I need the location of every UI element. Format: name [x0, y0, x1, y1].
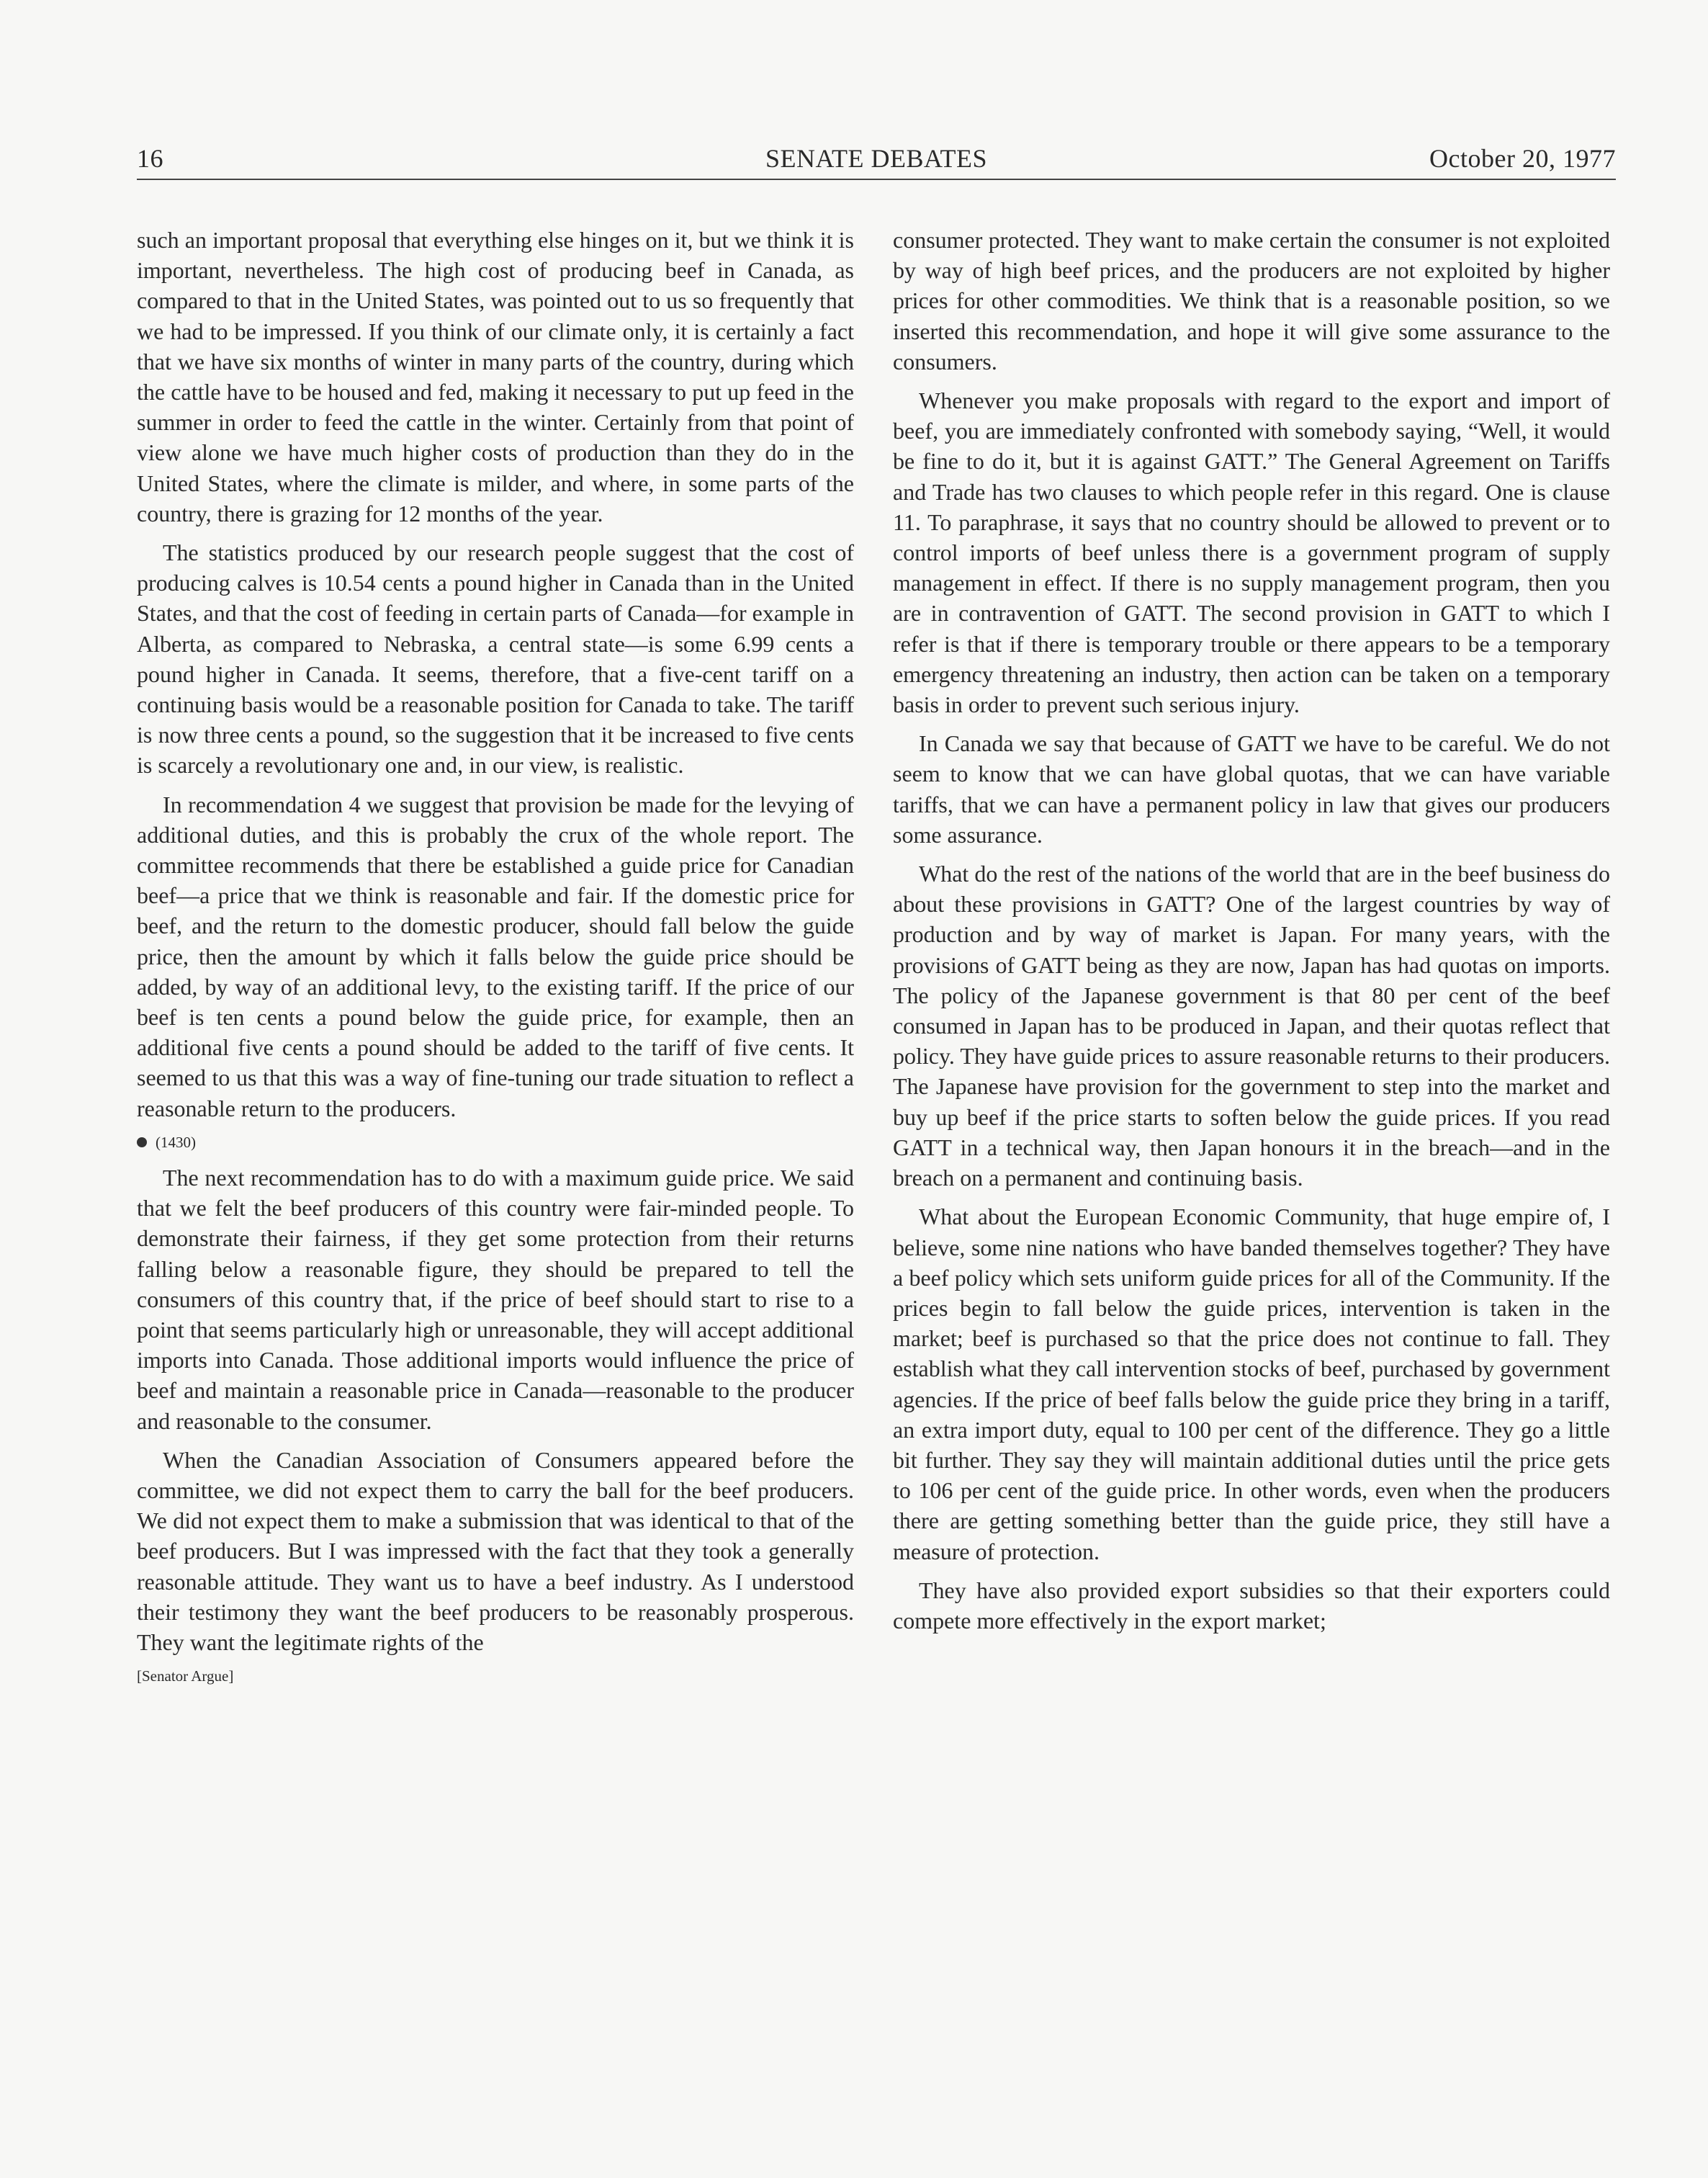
paragraph: Whenever you make proposals with regard to the export and import of beef, you are immediately confronted with somebody saying, “Well, it would be fine to do it, but it is against GATT.” The General Agreement on Tariffs and Trade has two clauses to which people refer in this regard. One is clause 11. To paraphrase, it says that no country should be allowed to prevent or to control imports of beef unless there is a government program of supply management in effect. If there is no supply management program, then you are in contravention of GATT. The second provision in GATT to which I refer is that if there is temporary trouble or there appears to be a temporary emergency threatening an industry, then action can be taken on a temporary basis in order to prevent such serious injury.: [893, 387, 1610, 718]
paragraph: They have also provided export subsidies so that their exporters could compete more effectively in the export market;: [893, 1577, 1610, 1634]
paragraph: The next recommendation has to do with a maximum guide price. We said that we felt the beef producers of this country were fair-minded people. To demonstrate their fairness, if they get some protection from their returns falling below a reasonable figure, they should be prepared to tell the consumers of this country that, if the price of beef should start to rise to a point that seems particularly high or unreasonable, they will accept additional imports into Canada. Those additional imports would influence the price of beef and maintain a reasonable price in Canada—reasonable to the producer and reasonable to the consumer.: [137, 1164, 854, 1434]
paragraph: In recommendation 4 we suggest that provision be made for the levying of additional duties, and this is probably the crux of the whole report. The committee recommends that there be established a guide price for Canadian beef—a price that we think is reasonable and fair. If the domestic price for beef, and the return to the domestic producer, should fall below the guide price, then the amount by which it falls below the guide price should be added, by way of an additional levy, to the existing tariff. If the price of our beef is ten cents a pound below the guide price, for example, then an additional five cents a pound should be added to the tariff of five cents. It seemed to us that this was a way of fine-tuning our trade situation to reflect a reasonable return to the producers.: [137, 791, 854, 1121]
publication-date: October 20, 1977: [1429, 144, 1616, 173]
paragraph: What about the European Economic Community, that huge empire of, I believe, some nine nations who have banded themselves together? They have a beef policy which sets uniform guide prices for all of the Community. If the prices begin to fall below the guide prices, intervention is taken in the market; beef is purchased so that the price does not continue to fall. They establish what they call intervention stocks of beef, purchased by government agencies. If the price of beef falls below the guide price they bring in a tariff, an extra import duty, equal to 100 per cent of the difference. They go a little bit further. They say they will maintain additional duties until the price gets to 106 per cent of the guide price. In other words, even when the producers there are getting something better than the guide price, they still have a measure of protection.: [893, 1204, 1610, 1564]
paragraph: What do the rest of the nations of the world that are in the beef business do about these provisions in GATT? One of the largest countries by way of production and by way of market is Japan. For many years, with the provisions of GATT being as they are now, Japan has had quotas on imports. The policy of the Japanese government is that 80 per cent of the beef consumed in Japan has to be produced in Japan, and their quotas reflect that policy. They have guide prices to assure reasonable returns to their producers. The Japanese have provision for the government to step into the market and buy up beef if the price starts to soften below the guide prices. If you read GATT in a technical way, then Japan honours it in the breach—and in the breach on a permanent and continuing basis.: [893, 861, 1610, 1191]
bullet-icon: [137, 1137, 147, 1147]
page-header: [137, 141, 1616, 180]
time-marker: [137, 1132, 854, 1152]
paragraph: consumer protected. They want to make certain the consumer is not exploited by way of high beef prices, and the producers are not exploited by higher prices for other commodities. We think that is a reasonable position, so we inserted this recommendation, and hope it will give some assurance to the consumers.: [893, 227, 1610, 375]
paragraph: When the Canadian Association of Consumers appeared before the committee, we did not expect them to carry the ball for the beef producers. We did not expect them to make a submission that was identical to that of the beef producers. But I was impressed with the fact that they took a generally reasonable attitude. They want us to have a beef industry. As I understood their testimony they want the beef producers to be reasonably prosperous. They want the legitimate rights of the: [137, 1446, 854, 1655]
paragraph: The statistics produced by our research people suggest that the cost of producing calves is 10.54 cents a pound higher in Canada than in the United States, and that the cost of feeding in certain parts of Canada—for example in Alberta, as compared to Nebraska, a central state—is some 6.99 cents a pound higher in Canada. It seems, therefore, that a five-cent tariff on a continuing basis would be a reasonable position for Canada to take. The tariff is now three cents a pound, so the suggestion that it be increased to five cents is scarcely a revolutionary one and, in our view, is realistic.: [137, 539, 854, 779]
time-marker-text: (1430): [156, 1133, 196, 1151]
left-column: [137, 225, 854, 1686]
right-column: [893, 225, 1610, 1644]
speaker-note: [Senator Argue]: [137, 1667, 234, 1685]
paragraph: In Canada we say that because of GATT we have to be careful. We do not seem to know that we can have global quotas, that we can have variable tariffs, that we can have a permanent policy in law that gives our producers some assurance.: [893, 730, 1610, 848]
publication-title: SENATE DEBATES: [765, 144, 987, 173]
page-number: 16: [137, 144, 163, 173]
paragraph: such an important proposal that everything else hinges on it, but we think it is important, nevertheless. The high cost of producing beef in Canada, as compared to that in the United States, was pointed out to us so frequently that we had to be impressed. If you think of our climate only, it is certainly a fact that we have six months of winter in many parts of the country, during which the cattle have to be housed and fed, making it necessary to put up feed in the summer in order to feed the cattle in the winter. Certainly from that point of view alone we have much higher costs of production than they do in the United States, where the climate is milder, and where, in some parts of the country, there is grazing for 12 months of the year.: [137, 227, 854, 526]
